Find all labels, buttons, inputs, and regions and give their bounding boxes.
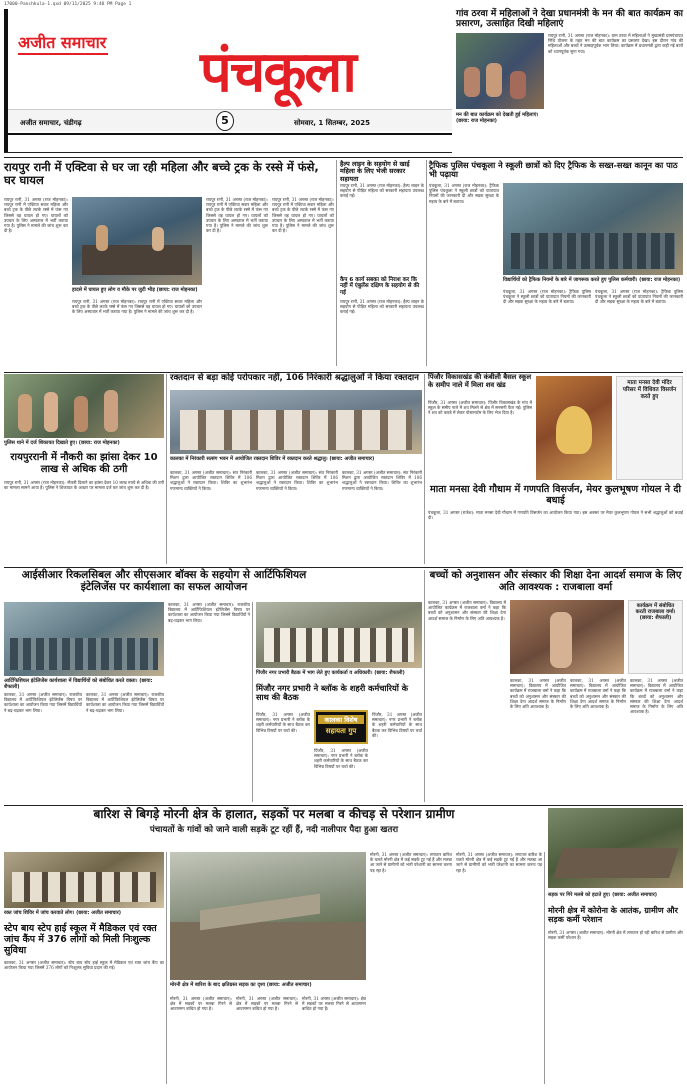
story-body-3: मोरनी, 31 अगस्त (अजीत समाचार): क्षेत्र में सड़कों पर मलबा गिरने से आवागमन बाधित हो गया है। xyxy=(302,996,366,1012)
story-body-4: रायपुर रानी, 31 अगस्त (राज मोहनका): रायपुर रानी में एक्टिवा सवार महिला और बच्चे ट्रक के पीछे लटके रस्से में फंस गए जिससे वह घायल हो गए। घायलों को उपचार के लिए अस्पताल में भर्ती कराया गया है। पुलिस ने मामले की जांच शुरू कर दी है। xyxy=(272,197,334,234)
photo-caption: सड़क पर गिरे मलबे को हटाते हुए। (छाया: अजीत समाचार) xyxy=(548,892,658,898)
story-body-2: कालका, 31 अगस्त (अजीत समाचार): संत निरंकारी मिशन द्वारा आयोजित रक्तदान शिविर में 106 श्रद्धालुओं ने रक्तदान किया। शिविर का शुभारंभ गणमान्य व्यक्तियों ने किया। xyxy=(256,470,338,491)
story-headline: स्टेप बाय स्टेप हाई स्कूल में मैडिकल एवं रक्त जांच कैंप में 376 लोगों को मिली निःशुल्क सुविधा xyxy=(4,923,157,956)
photo-caption: मोरनी क्षेत्र में बारिश के बाद क्षतिग्रस्त सड़क का दृश्य (छाया: अजीत समाचार) xyxy=(170,982,312,988)
photo-idol xyxy=(556,406,592,454)
story-headline: रायपुर रानी में एक्टिवा से घर जा रही महिला और बच्चे ट्रक के रस्से में फंसे, घर घायल xyxy=(4,160,319,188)
section-title: पंचकूला xyxy=(200,39,355,105)
column-divider xyxy=(166,852,167,1084)
story-body-5: मोरनी, 31 अगस्त (अजीत समाचार): लगातार बारिश के चलते मोरनी क्षेत्र में कई सड़कें टूट गई हैं और मलबा आ जाने से ग्रामीणों को भारी परेशानी का सामना करना पड़ रहा है। xyxy=(456,852,542,873)
story-body: पंचकूला, 31 अगस्त (राजेश): माता मनसा देवी गौधाम में गणपति विसर्जन का आयोजन किया गया। इस अवसर पर मेयर कुलभूषण गोयल ने सभी श्रद्धालुओं को बधाई दी। xyxy=(428,510,683,521)
publication-date: सोमवार, 1 सितम्बर, 2025 xyxy=(294,119,370,127)
photo-caption: आर्टिफिशियल इंटेलिजेंस कार्यशाला में विद्यार्थियों को संबोधित करते वक्ता। (छाया: शैफाली) xyxy=(4,678,153,690)
story-body-4: मोरनी, 31 अगस्त (अजीत समाचार): लगातार बारिश के चलते मोरनी क्षेत्र में कई सड़कें टूट गई हैं और मलबा आ जाने से ग्रामीणों को भारी परेशानी का सामना करना पड़ रहा है। xyxy=(370,852,452,873)
story-body: कालका, 31 अगस्त (अजीत समाचार): राजकीय विद्यालय में आर्टिफिशियल इंटेलिजेंस विषय पर कार्यशाला का आयोजन किया गया जिसमें विद्यार्थियों ने बढ़-चढ़कर भाग लिया। xyxy=(4,692,82,713)
story-ganpati xyxy=(428,484,683,564)
photo-crowd xyxy=(511,233,675,269)
story-headline: बच्चों को अनुशासन और संस्कार की शिक्षा देना आदर्श समाज के लिए अति आवश्यक : राजबाला वर्मा xyxy=(429,570,682,593)
photo-caption: विद्यार्थियों को ट्रैफिक नियमों के बारे में जागरूक करते हुए पुलिस कर्मचारी। (छाया: राज मोहनका) xyxy=(503,277,681,283)
edition-line: अजीत समाचार, चंडीगढ़ xyxy=(20,119,82,127)
story-body-3: कालका, 31 अगस्त (अजीत समाचार): संत निरंकारी मिशन द्वारा आयोजित रक्तदान शिविर में 106 श्रद्धालुओं ने रक्तदान किया। शिविर का शुभारंभ गणमान्य व्यक्तियों ने किया। xyxy=(342,470,422,491)
column-divider xyxy=(426,160,427,366)
photo-beds xyxy=(180,410,412,450)
story-body: मोरनी, 31 अगस्त (अजीत समाचार): मोरनी क्षेत्र में लगातार हो रही बारिश से ग्रामीण और सड़क कर्मी परेशान हैं। xyxy=(548,930,683,941)
story-headline: माता मनसा देवी गौधाम में गणपति विसर्जन, मेयर कुलभूषण गोयल ने दी बधाई xyxy=(430,484,681,507)
story-headline: हैल्प लाइन के सहयोग से खाई महिला के लिए भेजी सरकार सहायता xyxy=(340,160,410,183)
photo-figure xyxy=(44,392,58,432)
story-body: कालका, 31 अगस्त (अजीत समाचार): विद्यालय में आयोजित कार्यक्रम में राजबाला वर्मा ने कहा कि बच्चों को अनुशासन और संस्कार की शिक्षा देना आदर्श समाज के निर्माण के लिए अति आवश्यक है। xyxy=(428,600,506,621)
story-body: पिंजौर, 31 अगस्त (अजीत समाचार): नगर प्रभारी ने ब्लॉक के शहरी कर्मचारियों के साथ बैठक कर विभिन्न विषयों पर चर्चा की। xyxy=(256,712,310,733)
story-headline: रक्तदान से बड़ा कोई परोपकार नहीं, 106 निरंकारी श्रद्धालुओं ने किया रक्तदान xyxy=(170,373,419,383)
photo-figure xyxy=(74,396,88,432)
badge-line-1: कालका विशेष xyxy=(318,715,364,724)
divider xyxy=(4,805,683,806)
story-ai-headline-wrap xyxy=(4,569,424,599)
photo-caption: रक्त जांच शिविर में जांच करवाते लोग। (छाया: अजीत समाचार) xyxy=(4,910,122,916)
photo-caption-box xyxy=(628,600,683,674)
story-headline: ट्रैफिक पुलिस पंचकूला ने स्कूली छात्रों को दिए ट्रैफिक के सख्त-सख्त कानून का पाठ भी पढ़ाया xyxy=(429,160,678,180)
fraud-photo xyxy=(4,374,164,438)
story-traffic xyxy=(429,161,683,371)
story-body: मोरनी, 31 अगस्त (अजीत समाचार): क्षेत्र में सड़कों पर मलबा गिरने से आवागमन बाधित हो गया है। xyxy=(170,996,232,1012)
photo-caption: माता मनसा देवी मंदिर परिसर में विधिवत विसर्जन करते हुए xyxy=(622,380,677,400)
photo-slope xyxy=(170,922,366,980)
story-subhead: कैप 6 कार्य सबका को निराश कर कि नहीं में एंबुलेंस दक्षिण के सहयोग से की गई xyxy=(340,277,420,296)
story-body: कालका, 31 अगस्त (अजीत समाचार): संत निरंकारी मिशन द्वारा आयोजित रक्तदान शिविर में 106 श्रद्धालुओं ने रक्तदान किया। शिविर का शुभारंभ गणमान्य व्यक्तियों ने किया। xyxy=(170,470,252,491)
photo-figure xyxy=(464,67,480,97)
story-body: रायपुर रानी, 31 अगस्त (राज मोहनका): हैल्प लाइन के सहयोग से पीड़ित महिला को सरकारी सहायता उपलब्ध कराई गई। xyxy=(340,183,424,199)
column-divider xyxy=(544,852,545,1084)
story-meeting xyxy=(256,602,422,802)
story-body-4: कालका, 31 अगस्त (अजीत समाचार): विद्यालय में आयोजित कार्यक्रम में राजबाला वर्मा ने कहा कि बच्चों को अनुशासन और संस्कार की शिक्षा देना आदर्श समाज के निर्माण के लिए अति आवश्यक है। xyxy=(630,678,683,715)
photo-figure xyxy=(486,63,502,97)
story-headline: मिंजौर नगर प्रभारी ने ब्लॉक के शहरी कर्मचारियों के साथ की बैठक xyxy=(256,683,409,703)
photo-people xyxy=(12,872,156,902)
photo-figure xyxy=(550,612,572,668)
discipline-photo xyxy=(510,600,624,674)
column-divider xyxy=(424,374,425,564)
photo-caption: कार्यक्रम में संबोधित करती राजबाला वर्मा। (छाया: शैफाली) xyxy=(635,603,676,621)
story-body-2: मोरनी, 31 अगस्त (अजीत समाचार): क्षेत्र में सड़कों पर मलबा गिरने से आवागमन बाधित हो गया है। xyxy=(236,996,298,1012)
photo-caption: पुलिस थाने में दर्ज शिकायत दिखाते हुए। (छाया: राज मोहनका) xyxy=(4,440,120,446)
story-photo xyxy=(456,33,544,109)
lead-photo xyxy=(72,197,202,285)
rain-photo-main xyxy=(170,852,366,980)
story-blood-donation xyxy=(170,374,422,564)
masthead xyxy=(4,9,452,153)
story-headline: रायपुररानी में नौकरी का झांसा देकर 10 लाख से अधिक की ठगी xyxy=(10,452,158,475)
donation-photo xyxy=(170,390,422,454)
story-rain-headline-wrap xyxy=(4,808,544,848)
story-lead xyxy=(4,161,334,367)
story-top-right xyxy=(456,9,683,157)
meeting-photo xyxy=(256,602,422,668)
story-body-2: कालका, 31 अगस्त (अजीत समाचार): राजकीय विद्यालय में आर्टिफिशियल इंटेलिजेंस विषय पर कार्यशाला का आयोजन किया गया जिसमें विद्यार्थियों ने बढ़-चढ़कर भाग लिया। xyxy=(86,692,164,713)
story-body-3: पिंजौर, 31 अगस्त (अजीत समाचार): नगर प्रभारी ने ब्लॉक के शहरी कर्मचारियों के साथ बैठक कर विभिन्न विषयों पर चर्चा की। xyxy=(372,712,422,738)
story-ai-col3: कालका, 31 अगस्त (अजीत समाचार): राजकीय विद्यालय में आर्टिफिशियल इंटेलिजेंस विषय पर कार्यशाला का आयोजन किया गया जिसमें विद्यार्थियों ने बढ़-चढ़कर भाग लिया। xyxy=(168,602,250,623)
story-helpline xyxy=(340,161,424,366)
story-morni xyxy=(548,892,683,1084)
traffic-photo xyxy=(503,183,683,275)
rain-photo-top xyxy=(548,808,683,888)
photo-caption: हादसे में घायल हुए लोग व मौके पर जुटी भीड़ (छाया: राज मोहनका) xyxy=(72,287,198,293)
divider xyxy=(4,567,683,568)
photo-road xyxy=(553,848,679,878)
photo-caption: कालका में निरंकारी सत्संग भवन में आयोजित रक्तदान शिविर में रक्तदान करते श्रद्धालु। (छाया: अजीत समाचार) xyxy=(170,456,375,462)
story-headline: पिंजौर विकासखंड की कंबीली बैसल स्कूल के समीप नाले में मिला शव खंड xyxy=(428,373,532,389)
page-number: 5 xyxy=(216,111,234,131)
story-fraud xyxy=(4,374,164,564)
story-body: रायपुर रानी, 31 अगस्त (राज मोहनका): ग्राम ठरवा में महिलाओं ने मुख्यमंत्री ग्रामपंचायत निधि योजना के तहत मन की बात कार्यक्रम का प्रसारण देखा। इस दौरान गांव की महिलाओं और बच्चों ने उत्साहपूर्वक भाग लिया। कार्यक्रम में प्रधानमंत्री द्वारा कही गई बातों को ध्यानपूर्वक सुना गया। xyxy=(548,33,683,54)
photo-caption: पिंजौर नगर प्रभारी बैठक में भाग लेते हुए कार्यकर्ता व अधिकारी। (छाया: शैफाली) xyxy=(256,670,405,676)
photo-people xyxy=(264,628,414,662)
story-body-2: कालका, 31 अगस्त (अजीत समाचार): विद्यालय में आयोजित कार्यक्रम में राजबाला वर्मा ने कहा कि बच्चों को अनुशासन और संस्कार की शिक्षा देना आदर्श समाज के निर्माण के लिए अति आवश्यक है। xyxy=(510,678,566,710)
brand-name: अजीत समाचार xyxy=(18,33,107,52)
story-body-3: पंचकूला, 31 अगस्त (राज मोहनका): ट्रैफिक पुलिस पंचकूला ने स्कूली छात्रों को यातायात नियमों की जानकारी दी और सड़क सुरक्षा के महत्व के बारे में बताया। xyxy=(595,289,683,305)
story-headline: मोरनी क्षेत्र में कोरोना के आतंक, ग्रामीण और सड़क कर्मी परेशान xyxy=(548,906,678,925)
story-body: रायपुर रानी, 31 अगस्त (राज मोहनका): नौकरी दिलाने का झांसा देकर 10 लाख रुपये से अधिक की ठगी का मामला सामने आया है। पुलिस ने शिकायत के आधार पर मामला दर्ज कर जांच शुरू कर दी है। xyxy=(4,480,164,491)
column-divider xyxy=(252,602,253,802)
photo-caption-box xyxy=(616,376,683,480)
photo-figure xyxy=(510,71,526,99)
story-body-2: पिंजौर, 31 अगस्त (अजीत समाचार): नगर प्रभारी ने ब्लॉक के शहरी कर्मचारियों के साथ बैठक कर विभिन्न विषयों पर चर्चा की। xyxy=(314,748,368,769)
story-body-2: रायपुर रानी, 31 अगस्त (राज मोहनका): हैल्प लाइन के सहयोग से पीड़ित महिला को सरकारी सहायता उपलब्ध कराई गई। xyxy=(340,299,424,315)
photo-caption: मन की बात कार्यक्रम को देखती हुई महिलाएं। (छाया: राज मोहनका) xyxy=(456,112,539,124)
photo-figure xyxy=(104,390,118,432)
masthead-rule xyxy=(8,133,452,135)
category-badge xyxy=(314,710,368,744)
medical-photo xyxy=(4,852,164,908)
story-body-2: रायपुर रानी, 31 अगस्त (राज मोहनका): रायपुर रानी में एक्टिवा सवार महिला और बच्चे ट्रक के पीछे लटके रस्से में फंस गए जिससे वह घायल हो गए। घायलों को उपचार के लिए अस्पताल में भर्ती कराया गया है। पुलिस ने मामले की जांच शुरू कर दी है। xyxy=(72,299,202,315)
story-body: कालका, 31 अगस्त (अजीत समाचार): स्टेप बाय स्टेप हाई स्कूल में मेडिकल एवं रक्त जांच कैंप का आयोजन किया गया जिसमें 376 लोगों को निःशुल्क सुविधा प्रदान की गई। xyxy=(4,960,164,971)
column-divider xyxy=(166,374,167,564)
story-headline: गांव ठरवा में महिलाओं ने देखा प्रधानमंत्री के मन की बात कार्यक्रम का प्रसारण, उत्साहित दिखी महिलाएं xyxy=(456,9,684,30)
story-discipline xyxy=(428,570,683,802)
photo-figure xyxy=(152,227,164,251)
story-body: रायपुर रानी, 31 अगस्त (राज मोहनका): रायपुर रानी में एक्टिवा सवार महिला और बच्चे ट्रक के पीछे लटके रस्से में फंस गए जिससे वह घायल हो गए। घायलों को उपचार के लिए अस्पताल में भर्ती कराया गया है। पुलिस ने मामले की जांच शुरू कर दी है। xyxy=(4,197,68,234)
story-subhead: पंचायतों के गांवों को जाने वाली सड़कें टूट रहीं हैं, नदी नालीपार पैदा हुआ खतरा xyxy=(149,825,399,835)
story-body: पंचकूला, 31 अगस्त (राज मोहनका): ट्रैफिक पुलिस पंचकूला ने स्कूली छात्रों को यातायात नियमों की जानकारी दी और सड़क सुरक्षा के महत्व के बारे में बताया। xyxy=(429,183,499,204)
badge-line-2: सहायता गुप xyxy=(325,727,357,735)
story-ai xyxy=(4,602,164,802)
photo-figure xyxy=(18,394,32,432)
ganpati-photo-1 xyxy=(536,376,612,480)
ai-photo xyxy=(4,602,164,676)
story-medical-camp xyxy=(4,852,164,1084)
photo-students xyxy=(10,638,158,670)
story-body-2: पंचकूला, 31 अगस्त (राज मोहनका): ट्रैफिक पुलिस पंचकूला ने स्कूली छात्रों को यातायात नियमों की जानकारी दी और सड़क सुरक्षा के महत्व के बारे में बताया। xyxy=(503,289,591,305)
photo-figure xyxy=(96,225,108,251)
story-body-3: कालका, 31 अगस्त (अजीत समाचार): विद्यालय में आयोजित कार्यक्रम में राजबाला वर्मा ने कहा कि बच्चों को अनुशासन और संस्कार की शिक्षा देना आदर्श समाज के निर्माण के लिए अति आवश्यक है। xyxy=(570,678,626,710)
print-imprint: 17000-Panchkula-1.qxd 09/11/2025 9:48 PM Page 1 xyxy=(4,2,132,7)
column-divider xyxy=(336,160,337,366)
story-rain xyxy=(170,852,542,1084)
story-body: पिंजौर, 31 अगस्त (अजीत समाचार): पिंजौर विकासखंड के गांव में स्कूल के समीप नाले में शव मिलने से क्षेत्र में सनसनी फैल गई। पुलिस ने शव को कब्जे में लेकर पोस्टमार्टम के लिए भेज दिया है। xyxy=(428,400,532,416)
story-headline: आईसीआर रिकलसिबल और सीएसआर बॉक्स के सहयोग से आर्टिफिशियल इंटेलिजेंस पर कार्यशाला का सफल आयोजन xyxy=(21,569,307,594)
column-divider xyxy=(424,570,425,802)
divider xyxy=(4,157,683,158)
story-body-3: रायपुर रानी, 31 अगस्त (राज मोहनका): रायपुर रानी में एक्टिवा सवार महिला और बच्चे ट्रक के पीछे लटके रस्से में फंस गए जिससे वह घायल हो गए। घायलों को उपचार के लिए अस्पताल में भर्ती कराया गया है। पुलिस ने मामले की जांच शुरू कर दी है। xyxy=(206,197,268,234)
story-body-found xyxy=(428,374,532,482)
brand-box xyxy=(18,33,108,55)
story-headline: बारिश से बिगड़े मोरनी क्षेत्र के हालात, सड़कों पर मलबा व कीचड़ से परेशान ग्रामीण xyxy=(93,807,455,821)
